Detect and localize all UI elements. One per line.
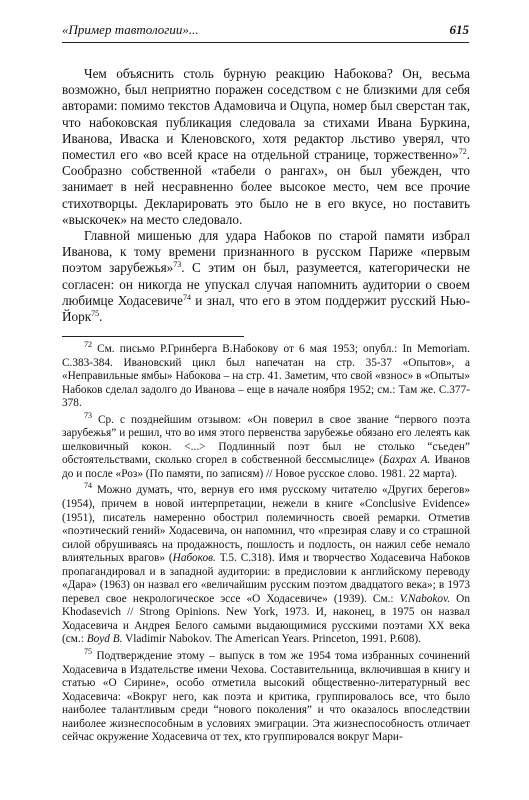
paragraph-1-text: Чем объяснить столь бурную реакцию Набокова? Он, весьма возможно, был неприятно поражен соседством с не близкими для себя авторами: помимо текстов Адамовича и Оцупа, номер был сверстан так, что набоковская публикация следовала за стихами Ивана Буркина, Иванова, Иваска и Кленовского, хотя редактор льстиво уверял, что поместил его «во всей красе на отдельной странице, торжественно» <box>62 66 470 163</box>
paragraph-2-text-2: . С этим он был, разумеется, категорически не согласен: он никогда не упускал случая напомнить аудитории о своем любимце Ходасевиче <box>62 260 470 308</box>
footnote-73 <box>62 410 471 482</box>
footnote-text: Ср. с позднейшим отзывом: «Он поверил в свое звание “первого поэта зарубежья” и решил, что во имя этого первенства зарубежье обязано его лелеять как шелковичный кокон. <...> Подлинный поэт был не столько “съеден” обстоятельствами, сколько сгорел в собственной бессмыслице» ( <box>62 413 470 467</box>
paragraph-2-text-3: и знал, что его в этом поддержит русский Нью-Йорк <box>62 292 470 325</box>
paragraph-2-text-1: Главной мишенью для удара Набоков по старой памяти избрал Иванова, к тому времени признанного в русском Париже «первым поэтом зарубежья» <box>62 228 470 276</box>
running-title: «Пример тавтологии»... <box>62 22 199 37</box>
footnote-75 <box>62 647 470 745</box>
footnote-number: 73 <box>84 410 92 420</box>
main-text <box>62 66 470 325</box>
footnote-text: См. письмо Р.Гринберга В.Набокову от 6 мая 1953; опубл.: In Memoriam. С.383-384. Ивановский цикл был напечатан на стр. 35-37 «Опытов», а «Неправильные ямбы» Набокова – на стр. 41. Заметим, что свой «взнос» в «Опыты» Набоков сделал задолго до Иванова – еще в начале ноября 1952; см.: Там же. С.377-378. <box>62 343 470 410</box>
footnote-author: Бахрах А. <box>382 454 431 467</box>
footnote-72 <box>62 340 470 411</box>
footnotes <box>62 340 471 745</box>
footnote-text-3: On Khodasevich // Strong Opinions. New York, 1973. И, наконец, в 1975 он назвал Ходасевича и Андрея Белого самыми выдающимися русскими поэтами XX века (см.: <box>62 592 470 646</box>
page-number: 615 <box>449 22 469 37</box>
paragraph-2-tail: . <box>99 309 103 325</box>
footnote-number: 74 <box>84 481 92 491</box>
footnote-ref-73[interactable]: 73 <box>173 260 182 270</box>
footnote-text-2: Т.5. С.318). Имя и творчество Ходасевича Набоков пропагандировал и в западной аудитории: в предисловии к английскому переводу «Дара» (1963) он назвал его «величайшим русским поэтом двадцатого века»; в 1973 перевел свое некрологическое эссе «О Ходасевиче» (1939). См.: <box>62 552 471 605</box>
footnote-number: 72 <box>84 340 92 349</box>
footnote-divider <box>62 336 244 337</box>
footnote-source: Boyd B. <box>86 633 123 646</box>
footnote-text-4: Vladimir Nabokov. The American Years. Princeton, 1991. P.608). <box>122 633 421 646</box>
footnote-74 <box>62 481 471 647</box>
footnote-text: Подтверждение этому – выпуск в том же 1954 тома избранных сочинений Ходасевича в Издательстве имени Чехова. Составительница, включившая в книгу и статью «О Сирине», особо отметила высокий общественно-литературный вес Ходасевича: «Вокруг него, как поэта и критика, группировалось все, что было наиболее талантливым среди “нового поколения” и что оказалось впоследствии наиболее жизнеспособным в условиях эмиграции. Эта жизнеспособность отличает сейчас окружение Ходасевича от тех, кто группировался вокруг Мари- <box>62 650 470 744</box>
paragraph-1 <box>62 66 470 228</box>
footnote-ref-74[interactable]: 74 <box>182 292 191 302</box>
running-header <box>62 20 469 43</box>
footnote-number: 75 <box>84 647 92 657</box>
footnote-source: V.Nabokov. <box>399 592 451 605</box>
footnote-text-tail: Иванов до и после «Роз» (По памяти, по записям) // Новое русское слово. 1981. 22 марта). <box>62 454 471 480</box>
paragraph-2 <box>62 228 470 325</box>
paragraph-1-tail: . Сообразно собственной «табели о рангах», он был убежден, что занимает в ней несравненно более высокое место, чем все прочие стихотворцы. Декларировать это было не в его вкусе, но поставить «выскочек» на место следовало. <box>62 147 470 227</box>
footnote-ref-72[interactable]: 72 <box>458 147 467 157</box>
footnote-ref-75[interactable]: 75 <box>91 309 100 319</box>
footnote-text: Можно думать, что, вернув его имя русскому читателю «Других берегов» (1954), причем в новой интерпретации, нежели в книге «Conclusive Evidence» (1951), писатель намеренно обострил полемичность своей ремарки. Отметив «поэтический гений» Ходасевича, он напомнил, что «презирая славу и со страшной силой обрушиваясь на продажность, пошлость и подлость, он нажил себе немало влиятельных врагов» ( <box>62 484 470 565</box>
footnote-source: Набоков. <box>172 552 216 565</box>
